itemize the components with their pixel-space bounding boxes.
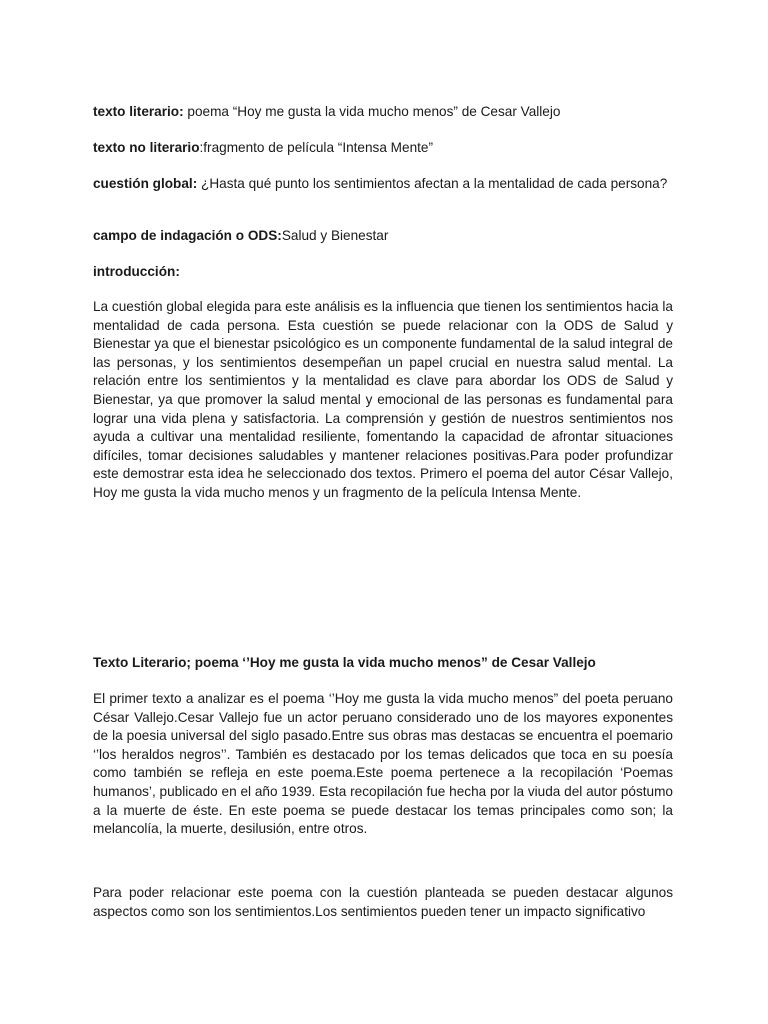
introduccion-heading: introducción: <box>93 264 180 279</box>
texto-no-literario-value: :fragmento de película “Intensa Mente” <box>199 140 433 155</box>
texto-literario-label: texto literario: <box>93 104 184 119</box>
texto-literario-value: poema “Hoy me gusta la vida mucho menos” de Cesar Vallejo <box>183 104 561 119</box>
campo-indagacion-label: campo de indagación o ODS: <box>93 228 282 243</box>
texto-literario-paragraph-1: El primer texto a analizar es el poema ‘’Hoy me gusta la vida mucho menos” del poeta peruano César Vallejo.Cesar Vallejo fue un actor peruano considerado uno de los mayores exponentes de la poesia universal del siglo pasado.Entre sus obras mas destacas se encuentra el poemario ‘’los heraldos negros’’. También es destacado por los temas delicados que toca en su poesía como también se refleja en este poema.Este poema pertenece a la recopilación ‘Poemas humanos’, publicado en el año 1939. Esta recopilación fue hecha por la viuda del autor póstumo a la muerte de éste. En este poema se puede destacar los temas principales como son; la melancolía, la muerte, desilusión, entre otros. <box>93 691 673 837</box>
cuestion-global-label: cuestión global: <box>93 176 198 191</box>
texto-literario-line <box>93 103 673 121</box>
cuestion-global-value: ¿Hasta qué punto los sentimientos afectan a la mentalidad de cada persona? <box>197 176 668 191</box>
cuestion-global-line <box>93 175 673 193</box>
campo-indagacion-line <box>93 227 673 245</box>
campo-indagacion-value: Salud y Bienestar <box>281 228 389 243</box>
texto-literario-section-heading: Texto Literario; poema ‘’Hoy me gusta la vida mucho menos” de Cesar Vallejo <box>93 655 596 670</box>
introduccion-paragraph: La cuestión global elegida para este análisis es la influencia que tienen los sentimientos hacia la mentalidad de cada persona. Esta cuestión se puede relacionar con la ODS de Salud y Bienestar ya que el bienestar psicológico es un componente fundamental de la salud integral de las personas, y los sentimientos desempeñan un papel crucial en nuestra salud mental. La relación entre los sentimientos y la mentalidad es clave para abordar los ODS de Salud y Bienestar, ya que promover la salud mental y emocional de las personas es fundamental para lograr una vida plena y satisfactoria. La comprensión y gestión de nuestros sentimientos nos ayuda a cultivar una mentalidad resiliente, fomentando la capacidad de afrontar situaciones difíciles, tomar decisiones saludables y mantener relaciones positivas.Para poder profundizar este demostrar esta idea he seleccionado dos textos. Primero el poema del autor César Vallejo, Hoy me gusta la vida mucho menos y un fragmento de la película Intensa Mente. <box>93 299 673 500</box>
texto-literario-paragraph-2: Para poder relacionar este poema con la cuestión planteada se pueden destacar algunos aspectos como son los sentimientos.Los sentimientos pueden tener un impacto significativo <box>93 885 673 919</box>
texto-no-literario-line <box>93 139 673 157</box>
texto-no-literario-label: texto no literario <box>93 140 200 155</box>
